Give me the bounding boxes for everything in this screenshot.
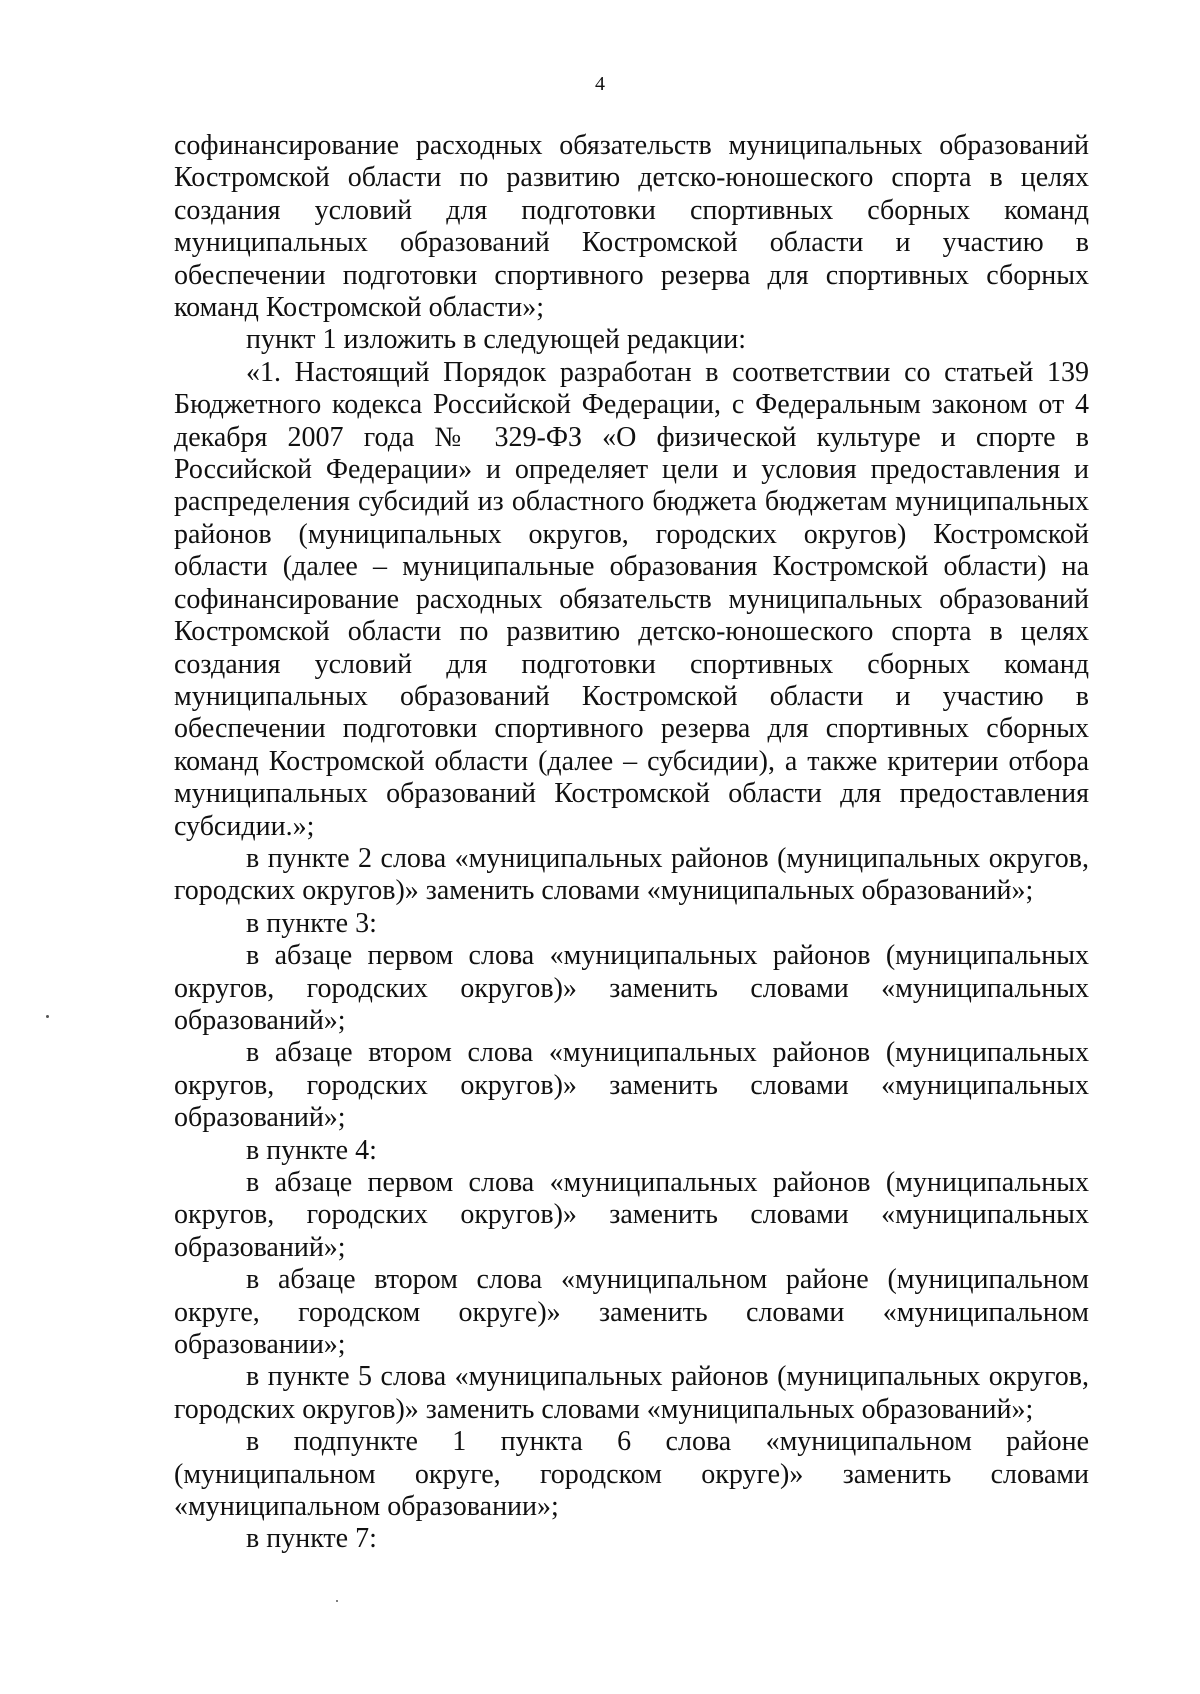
paragraph-point-3-heading: в пункте 3:: [246, 907, 377, 939]
paragraph-point-1-intro: пункт 1 изложить в следующей редакции:: [246, 324, 746, 356]
paragraph-point-3-abzac-1: в абзаце первом слова «муниципальных районов (муниципальных округов, городских округов)» заменить словами «муниципальных образований»;: [174, 940, 1089, 1036]
page-number: 4: [595, 73, 605, 95]
paragraph-point-6-sub-1: в подпункте 1 пункта 6 слова «муниципальном районе (муниципальном округе, городском округе)» заменить словами «муниципальном образовании»;: [174, 1426, 1089, 1523]
paragraph-point-4-heading: в пункте 4:: [246, 1134, 377, 1166]
paragraph-point-3-abzac-2: в абзаце втором слова «муниципальных районов (муниципальных округов, городских округов)» заменить словами «муниципальных образований»;: [174, 1037, 1089, 1134]
paragraph-point-1-text: «1. Настоящий Порядок разработан в соответствии со статьей 139 Бюджетного кодекса Российской Федерации, с Федеральным законом от 4 декабря 2007 года № 329-ФЗ «О физической культуре и спорте в Российской Федерации» и определяет цели и условия предоставления и распределения субсидий из областного бюджета бюджетам муниципальных районов (муниципальных округов, городских округов) Костромской области (далее – муниципальные образования Костромской области) на софинансирование расходных обязательств муниципальных образований Костромской области по развитию детско-юношеского спорта в целях создания условий для подготовки спортивных сборных команд муниципальных образований Костромской области и участию в обеспечении подготовки спортивного резерва для спортивных сборных команд Костромской области (далее – субсидии), а также критерии отбора муниципальных образований Костромской области для предоставления субсидии.»;: [174, 356, 1089, 842]
paragraph-point-2: в пункте 2 слова «муниципальных районов (муниципальных округов, городских округов)» заменить словами «муниципальных образований»;: [174, 842, 1089, 907]
paragraph-point-4-abzac-2: в абзаце втором слова «муниципальном районе (муниципальном округе, городском округе)» заменить словами «муниципальном образовании»;: [174, 1264, 1089, 1361]
paragraph-point-4-abzac-1: в абзаце первом слова «муниципальных районов (муниципальных округов, городских округов)» заменить словами «муниципальных образований»;: [174, 1167, 1089, 1263]
document-body: [174, 130, 1089, 1556]
paragraph-continuation: софинансирование расходных обязательств муниципальных образований Костромской области по развитию детско-юношеского спорта в целях создания условий для подготовки спортивных сборных команд муниципальных образований Костромской области и участию в обеспечении подготовки спортивного резерва для спортивных сборных команд Костромской области»;: [174, 130, 1089, 324]
scan-speck: [336, 1600, 338, 1602]
scan-speck: [46, 1015, 49, 1018]
paragraph-point-5: в пункте 5 слова «муниципальных районов (муниципальных округов, городских округов)» заменить словами «муниципальных образований»;: [174, 1361, 1089, 1425]
paragraph-point-7-heading: в пункте 7:: [246, 1523, 377, 1555]
